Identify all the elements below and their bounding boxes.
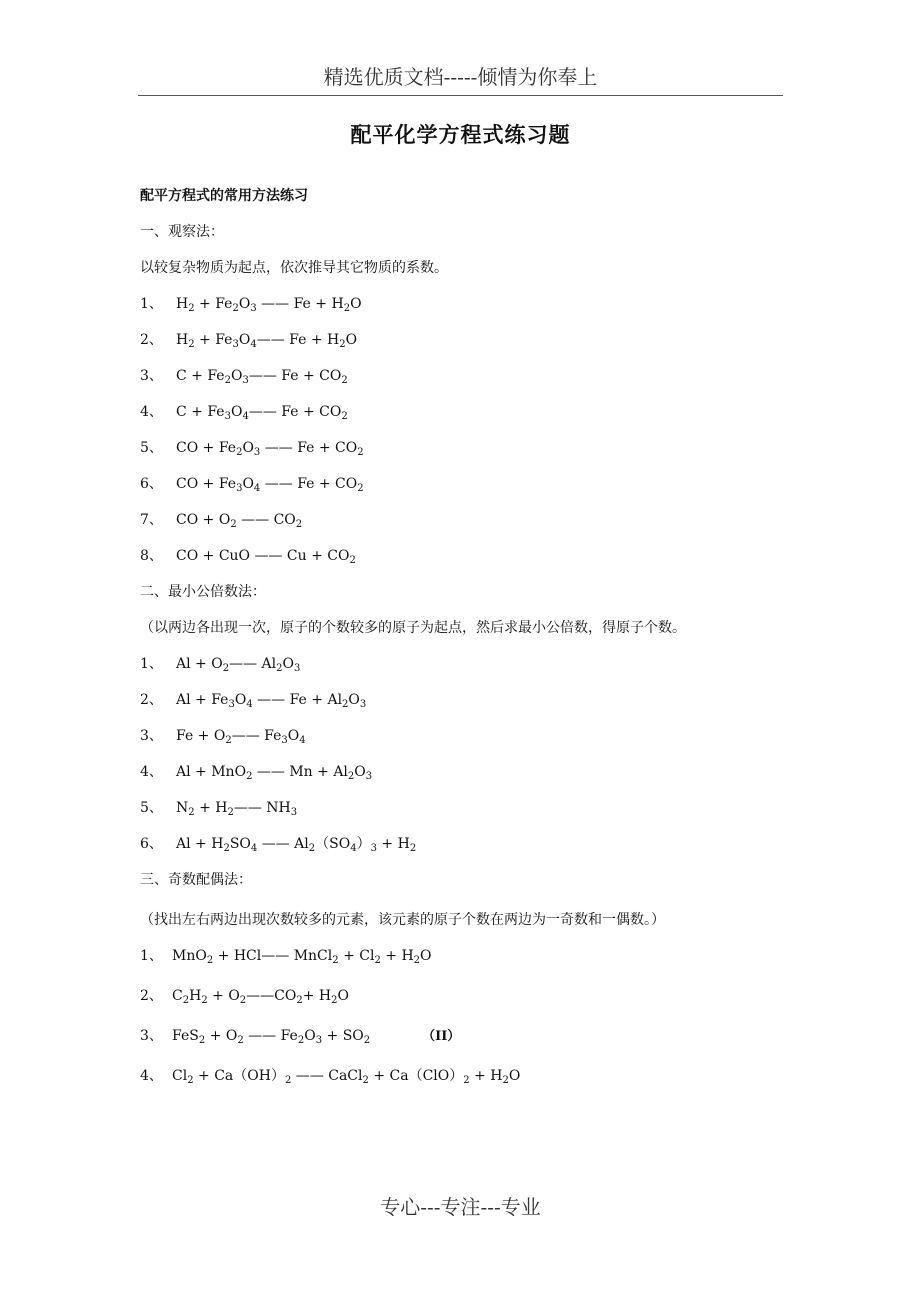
equation-text: + Fe [194,296,233,312]
equation-number: 2、 [140,332,163,348]
equation-number: 5、 [140,800,163,816]
equation-text: C + Fe [176,368,225,384]
equation-number: 3、 [140,1028,163,1044]
equation-subscript: 3 [365,771,373,782]
equation-text: FeS [172,1028,199,1044]
equation-subscript: 4 [350,843,357,854]
equation-line [140,978,800,1014]
equation-number: 3、 [140,368,163,384]
equation-subscript: 4 [253,483,261,494]
header-divider [138,95,783,96]
equation-text: C + Fe [176,404,225,420]
section-heading-observe: 一、观察法： [140,224,224,240]
equation-number: 4、 [140,764,163,780]
equation-subscript: 3 [290,807,298,818]
page-footer: 专心---专注---专业 [380,1195,541,1219]
chemical-equation [176,332,357,348]
equation-text: —— Fe [231,728,282,744]
equation-subscript: 2 [246,771,253,782]
equation-text: —— Fe + CO [248,404,342,420]
equation-line [140,394,800,430]
chemical-equation [172,948,432,964]
equation-text: O [282,656,294,672]
equation-subscript: 2 [230,519,237,530]
equation-text: O [238,296,251,312]
section-heading-lcm: 二、最小公倍数法： [140,584,266,600]
equation-subscript: 2 [237,1035,244,1046]
chemical-equation [172,1068,520,1084]
equation-text: Fe + O [176,728,226,744]
equation-text: N [176,800,189,816]
equation-line [140,1018,800,1054]
equation-line [140,1058,800,1094]
equation-note: （II） [422,1029,461,1044]
equation-subscript: 2 [343,303,351,314]
equation-subscript: 2 [297,1035,305,1046]
equation-subscript: 2 [198,1035,206,1046]
equation-text: Cl [172,1068,188,1084]
equation-text: + SO [322,1028,364,1044]
equation-text: —— CaCl [291,1068,363,1084]
equation-line [140,502,800,538]
equation-text: + Ca（OH） [193,1068,285,1084]
equation-text: O [350,296,362,312]
equation-text: —— Fe + CO [260,476,358,492]
equation-subscript: 2 [222,663,230,674]
equation-text: Al + Fe [176,692,229,708]
equation-subscript: 3 [232,339,239,350]
equation-line [140,938,800,974]
equation-text: O [287,728,300,744]
equation-text: O [345,332,358,348]
chemical-equation [176,548,356,564]
equation-line [140,358,800,394]
document-title: 配平化学方程式练习题 [350,122,571,147]
equation-subscript: 4 [242,411,249,422]
chemical-equation [176,800,297,816]
chemical-equation [176,728,306,744]
equation-text: + H [469,1068,503,1084]
chemical-equation [176,440,364,456]
equation-subscript: 2 [223,843,230,854]
equation-text: SO [229,836,251,852]
equation-line [140,754,800,790]
equation-subscript: 2 [341,411,348,422]
document-body [140,178,800,1094]
equation-text: —— Al [257,836,309,852]
equation-subscript: 2 [409,843,417,854]
equation-text: CO + CuO —— Cu + CO [176,548,350,564]
section-desc-oddeven: （找出左右两边出现次数较多的元素，该元素的原子个数在两边为一奇数和一偶数。） [140,912,665,928]
equation-subscript: 2 [188,807,195,818]
equation-text: H [176,332,189,348]
equation-line [140,322,800,358]
equation-subscript: 2 [188,303,195,314]
equation-text: O [348,692,360,708]
equation-text: —— NH [233,800,291,816]
equation-number: 2、 [140,692,163,708]
subtitle: 配平方程式的常用方法练习 [140,188,308,204]
equation-text: + Ca（ClO） [368,1068,464,1084]
equation-text: + H [376,836,410,852]
equation-text: ——CO [246,988,297,1004]
chemical-equation [176,512,302,528]
equation-text: CO + Fe [176,440,237,456]
equation-text: —— Mn + Al [252,764,348,780]
equation-subscript: 2 [227,807,234,818]
equation-line [140,826,800,862]
equation-subscript: 2 [182,995,190,1006]
equation-subscript: 2 [374,955,381,966]
equation-text: + Fe [194,332,233,348]
equation-subscript: 2 [332,955,339,966]
equation-subscript: 3 [370,843,377,854]
equation-text: —— Al [229,656,277,672]
equation-subscript: 3 [315,1035,323,1046]
equation-subscript: 2 [206,955,214,966]
equation-text: —— Fe + H [256,296,344,312]
equation-text: （SO [315,836,351,852]
equation-subscript: 2 [357,483,364,494]
section-desc-lcm: （以两边各出现一次，原子的个数较多的原子为起点，然后求最小公倍数，得原子个数。 [140,620,686,636]
equation-subscript: 4 [250,843,258,854]
equation-text: H [176,296,189,312]
equation-subscript: 2 [224,375,231,386]
equation-text: —— Fe [243,1028,298,1044]
equation-subscript: 2 [502,1075,509,1086]
equation-list-lcm [140,646,800,862]
equation-subscript: 2 [357,447,364,458]
equation-text: H [189,988,202,1004]
equation-text: Al + MnO [176,764,247,780]
equation-number: 1、 [140,656,163,672]
equation-number: 1、 [140,296,163,312]
equation-text: Al + O [176,656,223,672]
equation-text: O [420,948,432,964]
equation-subscript: 2 [347,771,355,782]
equation-subscript: 4 [299,735,306,746]
equation-list-oddeven [140,938,800,1094]
section-desc-observe: 以较复杂物质为起点，依次推导其它物质的系数。 [140,260,448,276]
equation-subscript: 2 [331,995,338,1006]
equation-text: —— CO [236,512,296,528]
equation-subscript: 2 [349,555,356,566]
equation-line [140,430,800,466]
chemical-equation [176,368,348,384]
equation-text: + O [205,1028,238,1044]
equation-line [140,718,800,754]
equation-subscript: 2 [232,303,239,314]
equation-text: O [508,1068,521,1084]
equation-subscript: 4 [250,339,257,350]
equation-subscript: 2 [236,447,243,458]
equation-number: 2、 [140,988,163,1004]
equation-subscript: 2 [362,1075,369,1086]
equation-subscript: 2 [296,995,303,1006]
equation-line [140,682,800,718]
equation-text: MnO [172,948,207,964]
equation-line [140,646,800,682]
equation-list-observe [140,286,800,574]
equation-number: 8、 [140,548,163,564]
equation-text: C [172,988,183,1004]
equation-text: —— Fe + CO [248,368,342,384]
equation-number: 3、 [140,728,163,744]
equation-subscript: 2 [276,663,283,674]
equation-subscript: 2 [342,699,349,710]
chemical-equation [172,988,349,1004]
section-heading-oddeven: 三、奇数配偶法： [140,872,252,888]
equation-subscript: 2 [225,735,232,746]
equation-subscript: 2 [413,955,421,966]
equation-subscript: 3 [359,699,367,710]
equation-subscript: 3 [281,735,288,746]
equation-text: CO + O [176,512,231,528]
equation-text: O [242,476,254,492]
equation-subscript: 3 [236,483,243,494]
chemical-equation [176,296,362,312]
equation-text: O [238,332,251,348]
equation-line [140,286,800,322]
equation-subscript: 4 [246,699,253,710]
equation-text: —— Fe + CO [260,440,358,456]
equation-subscript: 2 [363,1035,371,1046]
equation-subscript: 2 [463,1075,470,1086]
equation-text: + H [302,988,332,1004]
equation-subscript: 3 [293,663,301,674]
equation-number: 7、 [140,512,163,528]
chemical-equation [176,476,364,492]
equation-subscript: 3 [250,303,257,314]
equation-subscript: 3 [228,699,235,710]
chemical-equation [176,764,372,780]
equation-text: O [304,1028,316,1044]
equation-text: O [230,368,243,384]
equation-subscript: 2 [188,339,195,350]
chemical-equation [176,692,366,708]
equation-text: O [337,988,349,1004]
equation-number: 6、 [140,836,163,852]
equation-text: + O [207,988,240,1004]
equation-number: 6、 [140,476,163,492]
equation-text: + H [194,800,228,816]
equation-subscript: 2 [239,995,247,1006]
equation-number: 4、 [140,1068,163,1084]
equation-text: —— Fe + Al [252,692,343,708]
equation-text: O [242,440,254,456]
equation-number: 5、 [140,440,163,456]
equation-number: 1、 [140,948,163,964]
chemical-equation [176,836,416,852]
chemical-equation [176,656,300,672]
chemical-equation [172,1028,370,1044]
equation-number: 4、 [140,404,163,420]
equation-text: Al + H [176,836,224,852]
equation-text: + Cl [338,948,375,964]
equation-line [140,790,800,826]
equation-text: O [234,692,247,708]
equation-subscript: 3 [242,375,249,386]
equation-subscript: 2 [308,843,316,854]
equation-text: + H [380,948,414,964]
equation-subscript: 3 [224,411,231,422]
equation-subscript: 3 [253,447,261,458]
equation-subscript: 2 [201,995,208,1006]
equation-subscript: 2 [284,1075,292,1086]
equation-text: —— Fe + H [256,332,340,348]
equation-text: CO + Fe [176,476,237,492]
equation-subscript: 2 [339,339,346,350]
equation-line [140,466,800,502]
equation-text: + HCl—— MnCl [213,948,333,964]
equation-subscript: 2 [341,375,348,386]
equation-line [140,538,800,574]
page-header: 精选优质文档-----倾情为你奉上 [323,65,598,89]
chemical-equation [176,404,348,420]
equation-text: O [354,764,366,780]
equation-text: O [230,404,243,420]
equation-subscript: 2 [187,1075,194,1086]
equation-subscript: 2 [295,519,303,530]
equation-text: ） [356,836,371,852]
